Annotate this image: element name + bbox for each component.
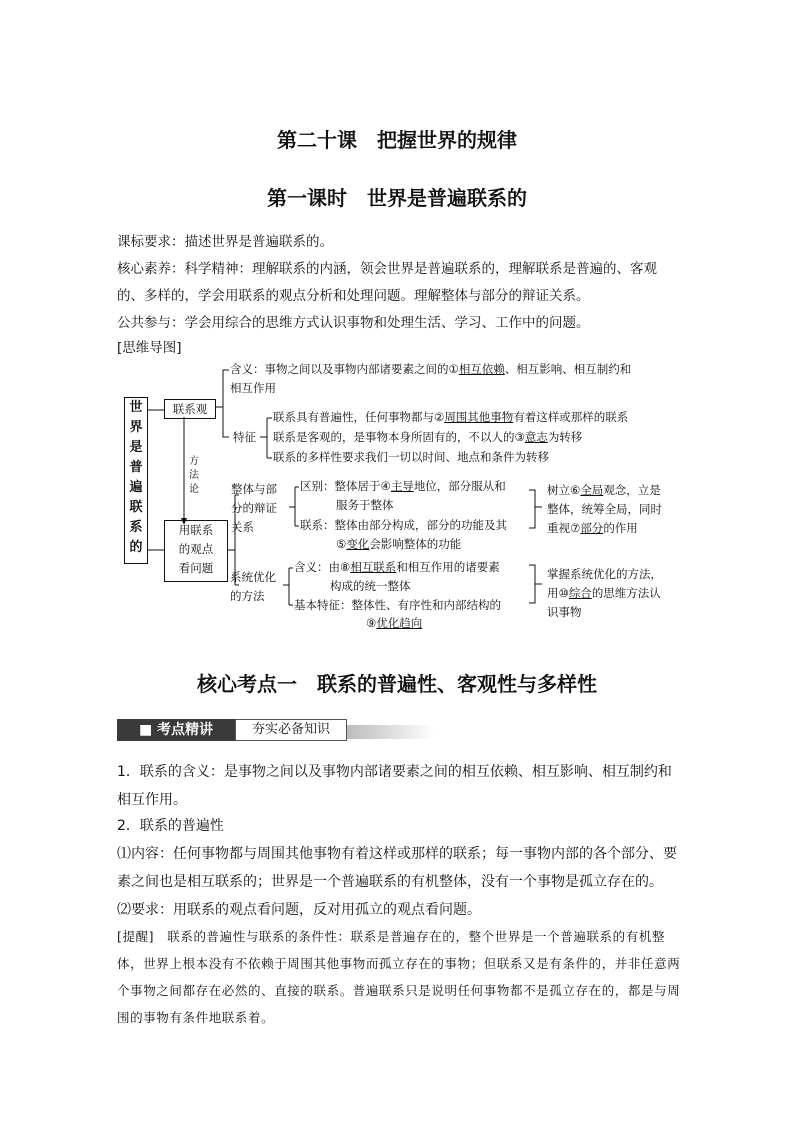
node-method-line: 看问题 xyxy=(178,561,214,575)
whole-part-line3: 关系 xyxy=(231,520,254,534)
root-char: 遍 xyxy=(129,480,143,495)
core-literacy-line2: 的、多样的，学会用联系的观点分析和处理问题。理解整体与部分的辩证关系。 xyxy=(117,288,590,304)
system-meaning-line2: 构成的统一整体 xyxy=(330,579,411,593)
banner-dark-label: ■ 考点精讲 xyxy=(117,719,235,741)
section-banner xyxy=(117,719,430,743)
node-method xyxy=(164,520,228,582)
whole-part-line2: 分的辩证 xyxy=(231,501,277,515)
paragraph-meaning: 1．联系的含义：是事物之间以及事物内部诸要素之间的相互依赖、相互影响、相互制约和相互作用。 xyxy=(117,764,672,808)
node-method-line: 用联系 xyxy=(178,523,214,537)
root-char: 普 xyxy=(129,460,143,475)
period-title: 第一课时 世界是普遍联系的 xyxy=(267,186,527,210)
connection-line1: 联系：整体由部分构成，部分的功能及其 xyxy=(300,518,507,532)
feature-diverse: 联系的多样性要求我们一切以时间、地点和条件为转移 xyxy=(273,450,549,464)
master-line2: 用⑩综合的思维方法认 xyxy=(547,586,661,600)
mind-map xyxy=(117,360,687,632)
establish-line1: 树立⑥全局观念，立是 xyxy=(547,483,661,497)
master-line1: 掌握系统优化的方法， xyxy=(547,567,662,581)
root-char: 系 xyxy=(129,520,143,535)
root-char: 联 xyxy=(129,500,143,515)
methodology-char: 论 xyxy=(189,484,199,495)
banner-light-label: 夯实必备知识 xyxy=(235,719,347,741)
root-char: 界 xyxy=(129,420,143,435)
core-literacy-line1: 核心素养：科学精神：理解联系的内涵，领会世界是普遍联系的，理解联系是普遍的、客观 xyxy=(117,261,657,277)
meaning-line1: 含义：事物之间以及事物内部诸要素之间的①相互依赖、相互影响、相互制约和 xyxy=(230,362,632,376)
curriculum-standard: 课标要求：描述世界是普遍联系的。 xyxy=(117,234,333,250)
reminder-note: [提醒] 联系的普遍性与联系的条件性：联系是普遍存在的，整个世界是一个普遍联系的有机整体，世界上根本没有不依赖于周围其他事物而孤立存在的事物；但联系又是有条件的，并非任意两个事物之间都存在必然的、直接的联系。普遍联系只是说明任何事物都不是孤立存在的，都是与周围的事物有条件地联系着。 xyxy=(117,929,681,1025)
methodology-char: 方 xyxy=(189,456,199,467)
paragraph-content: ⑴内容：任何事物都与周围其他事物有着这样或那样的联系；每一事物内部的各个部分、要素之间也是相互联系的；世界是一个普遍联系的有机整体，没有一个事物是孤立存在的。 xyxy=(117,846,677,890)
methodology-char: 法 xyxy=(189,470,199,481)
establish-line2: 整体，统筹全局，同时 xyxy=(547,502,662,516)
whole-part-line1: 整体与部 xyxy=(231,482,277,496)
system-feature-line2: ⑨优化趋向 xyxy=(366,616,423,630)
paragraph-universality-heading: 2．联系的普遍性 xyxy=(117,818,224,834)
meaning-line2: 相互作用 xyxy=(230,381,276,395)
paragraph-requirement: ⑵要求：用联系的观点看问题，反对用孤立的观点看问题。 xyxy=(117,902,481,918)
difference-line1: 区别：整体居于④主导地位，部分服从和 xyxy=(300,479,506,493)
node-method-line: 的观点 xyxy=(178,542,214,556)
banner-shade xyxy=(345,725,435,739)
methodology-label xyxy=(189,455,199,497)
establish-line3: 重视⑦部分的作用 xyxy=(547,521,638,535)
system-feature-line1: 基本特征：整体性、有序性和内部结构的 xyxy=(294,598,501,612)
master-line3: 识事物 xyxy=(547,605,582,619)
feature-objective: 联系是客观的，是事物本身所固有的，不以人的③意志为转移 xyxy=(273,430,583,444)
root-char: 的 xyxy=(129,540,143,555)
feature-universal: 联系具有普遍性，任何事物都与②周围其他事物有着这样或那样的联系 xyxy=(273,410,629,424)
root-char: 是 xyxy=(129,440,143,455)
node-lianxiguan: 联系观 xyxy=(164,399,216,419)
section-title: 核心考点一 联系的普遍性、客观性与多样性 xyxy=(197,672,597,696)
feature-label: 特征 xyxy=(233,430,256,444)
connection-line2: ⑤变化会影响整体的功能 xyxy=(336,537,462,551)
lesson-title: 第二十课 把握世界的规律 xyxy=(277,128,517,152)
system-opt-line2: 的方法 xyxy=(230,589,265,603)
system-opt-line1: 系统优化 xyxy=(230,570,276,584)
root-node xyxy=(124,397,148,564)
mindmap-label: [思维导图] xyxy=(117,340,182,356)
difference-line2: 服务于整体 xyxy=(336,498,394,512)
public-participation: 公共参与：学会用综合的思维方式认识事物和处理生活、学习、工作中的问题。 xyxy=(117,315,590,331)
root-char: 世 xyxy=(129,400,143,415)
system-meaning-line1: 含义：由⑧相互联系和相互作用的诸要素 xyxy=(294,560,500,574)
